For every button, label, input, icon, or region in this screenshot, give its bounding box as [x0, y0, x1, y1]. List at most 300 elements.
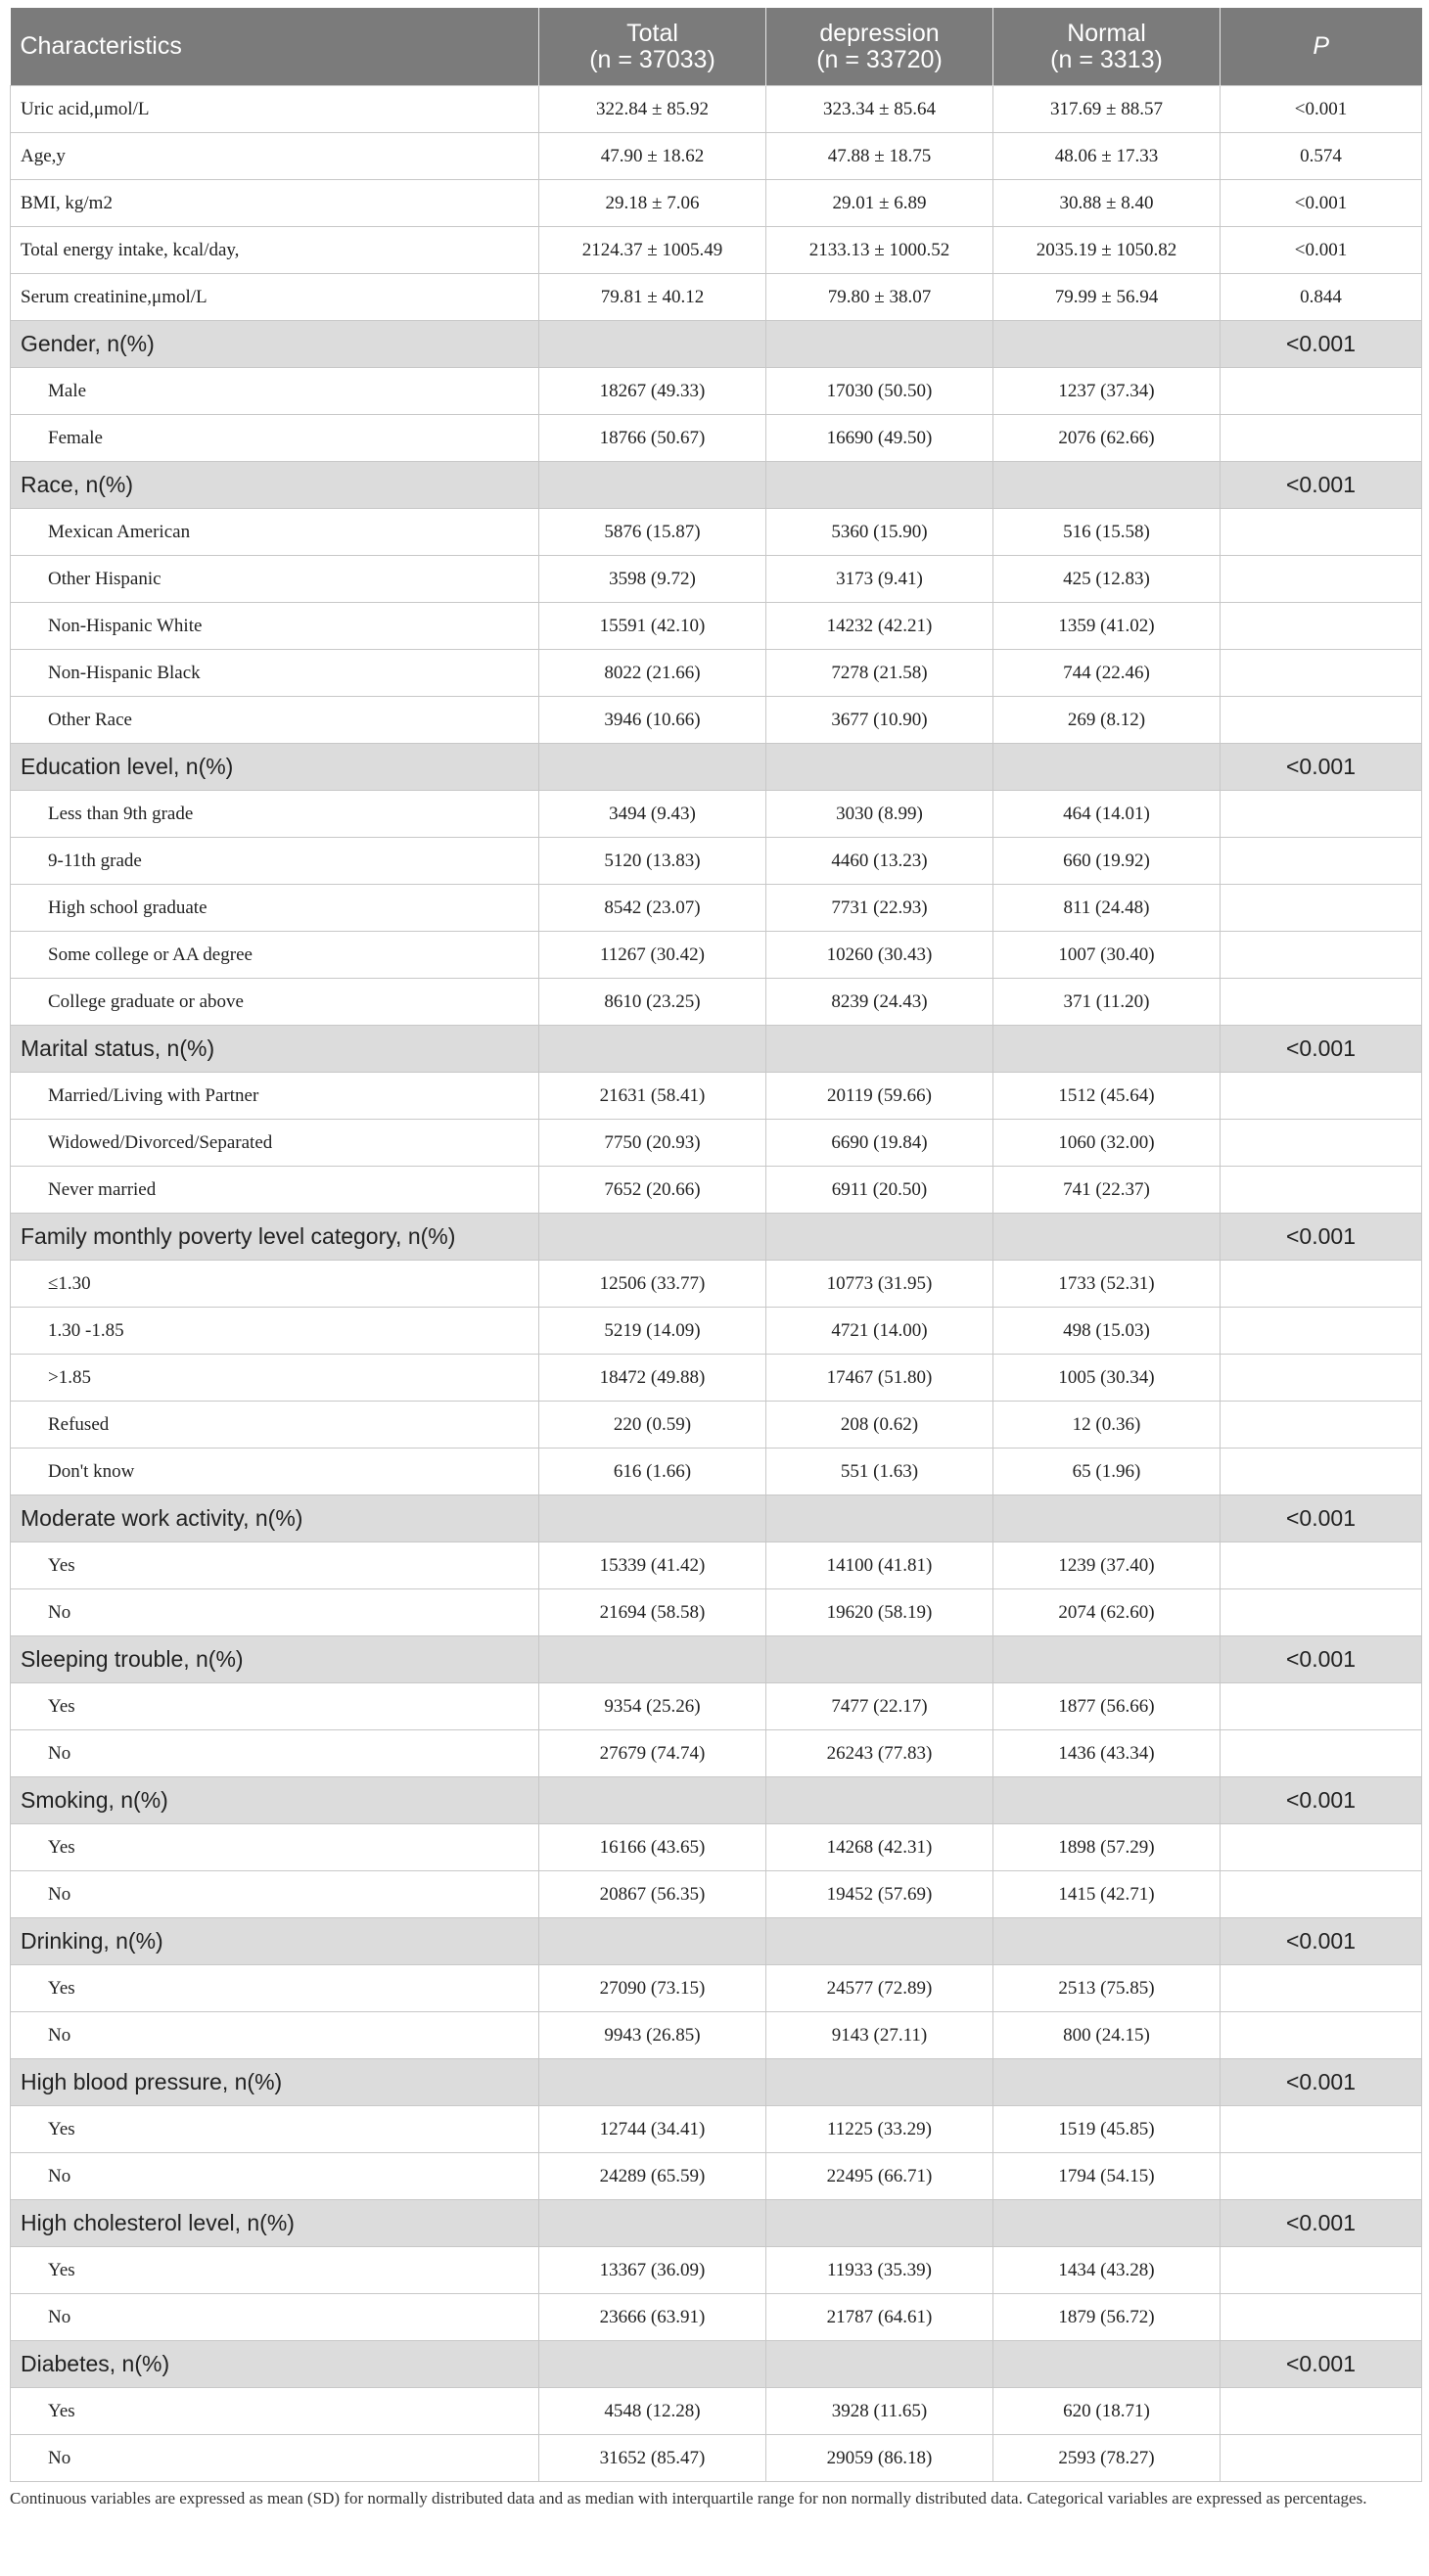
normal-cell: 1359 (41.02) [993, 603, 1221, 650]
normal-cell: 2513 (75.85) [993, 1965, 1221, 2012]
normal-cell: 1794 (54.15) [993, 2153, 1221, 2200]
p-value-cell [1221, 1167, 1422, 1214]
depression-cell: 47.88 ± 18.75 [766, 133, 993, 180]
depression-cell: 5360 (15.90) [766, 509, 993, 556]
total-cell: 616 (1.66) [539, 1449, 766, 1495]
depression-cell: 14268 (42.31) [766, 1824, 993, 1871]
total-cell: 8542 (23.07) [539, 885, 766, 932]
table-row [11, 1073, 1422, 1120]
section-header-row [11, 2341, 1422, 2388]
table-row [11, 1261, 1422, 1308]
depression-cell: 7278 (21.58) [766, 650, 993, 697]
normal-cell [993, 1636, 1221, 1683]
header-depression-label: depression [819, 19, 940, 47]
total-cell [539, 1777, 766, 1824]
normal-cell: 516 (15.58) [993, 509, 1221, 556]
table-row [11, 227, 1422, 274]
depression-cell: 3677 (10.90) [766, 697, 993, 744]
total-cell: 2124.37 ± 1005.49 [539, 227, 766, 274]
table-row [11, 979, 1422, 1026]
depression-cell: 10260 (30.43) [766, 932, 993, 979]
normal-cell: 1007 (30.40) [993, 932, 1221, 979]
characteristic-cell: Female [11, 415, 539, 462]
normal-cell: 2035.19 ± 1050.82 [993, 227, 1221, 274]
characteristic-cell: BMI, kg/m2 [11, 180, 539, 227]
total-cell: 21631 (58.41) [539, 1073, 766, 1120]
total-cell: 9354 (25.26) [539, 1683, 766, 1730]
depression-cell: 6911 (20.50) [766, 1167, 993, 1214]
characteristic-cell: Married/Living with Partner [11, 1073, 539, 1120]
depression-cell: 16690 (49.50) [766, 415, 993, 462]
characteristic-cell: 1.30 -1.85 [11, 1308, 539, 1355]
table-row [11, 603, 1422, 650]
table-row [11, 1167, 1422, 1214]
normal-cell: 1877 (56.66) [993, 1683, 1221, 1730]
table-row [11, 2153, 1422, 2200]
normal-cell [993, 2059, 1221, 2106]
depression-cell: 19620 (58.19) [766, 1589, 993, 1636]
total-cell [539, 744, 766, 791]
p-value-cell: <0.001 [1221, 1026, 1422, 1073]
p-value-cell: 0.574 [1221, 133, 1422, 180]
p-value-cell [1221, 2247, 1422, 2294]
p-value-cell [1221, 2388, 1422, 2435]
depression-cell [766, 1636, 993, 1683]
p-value-cell [1221, 1402, 1422, 1449]
normal-cell: 48.06 ± 17.33 [993, 133, 1221, 180]
normal-cell: 30.88 ± 8.40 [993, 180, 1221, 227]
total-cell [539, 321, 766, 368]
normal-cell: 1879 (56.72) [993, 2294, 1221, 2341]
characteristic-cell: College graduate or above [11, 979, 539, 1026]
p-value-cell [1221, 791, 1422, 838]
normal-cell [993, 1214, 1221, 1261]
table-row [11, 791, 1422, 838]
p-value-cell: <0.001 [1221, 86, 1422, 133]
depression-cell: 7477 (22.17) [766, 1683, 993, 1730]
total-cell: 12506 (33.77) [539, 1261, 766, 1308]
characteristic-cell: Never married [11, 1167, 539, 1214]
normal-cell: 464 (14.01) [993, 791, 1221, 838]
table-row [11, 1730, 1422, 1777]
p-value-cell [1221, 697, 1422, 744]
normal-cell: 317.69 ± 88.57 [993, 86, 1221, 133]
depression-cell [766, 1495, 993, 1542]
characteristic-cell: Moderate work activity, n(%) [11, 1495, 539, 1542]
characteristic-cell: Education level, n(%) [11, 744, 539, 791]
depression-cell: 22495 (66.71) [766, 2153, 993, 2200]
normal-cell [993, 2200, 1221, 2247]
normal-cell: 811 (24.48) [993, 885, 1221, 932]
depression-cell [766, 1026, 993, 1073]
characteristic-cell: Yes [11, 1824, 539, 1871]
characteristic-cell: High school graduate [11, 885, 539, 932]
table-container [10, 8, 1421, 2509]
p-value-cell: <0.001 [1221, 2341, 1422, 2388]
characteristic-cell: No [11, 2294, 539, 2341]
section-header-row [11, 2200, 1422, 2247]
p-value-cell [1221, 368, 1422, 415]
depression-cell: 21787 (64.61) [766, 2294, 993, 2341]
p-value-cell [1221, 1730, 1422, 1777]
normal-cell [993, 1777, 1221, 1824]
characteristic-cell: Yes [11, 2247, 539, 2294]
depression-cell [766, 2341, 993, 2388]
p-value-cell [1221, 2294, 1422, 2341]
p-value-cell: <0.001 [1221, 321, 1422, 368]
header-normal [993, 8, 1221, 86]
total-cell: 21694 (58.58) [539, 1589, 766, 1636]
p-value-cell [1221, 2106, 1422, 2153]
table-row [11, 1965, 1422, 2012]
total-cell: 12744 (34.41) [539, 2106, 766, 2153]
table-row [11, 1308, 1422, 1355]
section-header-row [11, 1636, 1422, 1683]
total-cell: 15591 (42.10) [539, 603, 766, 650]
normal-cell: 741 (22.37) [993, 1167, 1221, 1214]
characteristic-cell: Yes [11, 1965, 539, 2012]
p-value-cell [1221, 1824, 1422, 1871]
total-cell [539, 2200, 766, 2247]
characteristic-cell: Other Hispanic [11, 556, 539, 603]
characteristic-cell: No [11, 2012, 539, 2059]
depression-cell: 11933 (35.39) [766, 2247, 993, 2294]
normal-cell: 1239 (37.40) [993, 1542, 1221, 1589]
characteristic-cell: Family monthly poverty level category, n(%) [11, 1214, 539, 1261]
total-cell: 7750 (20.93) [539, 1120, 766, 1167]
depression-cell [766, 1918, 993, 1965]
total-cell: 5120 (13.83) [539, 838, 766, 885]
normal-cell: 1898 (57.29) [993, 1824, 1221, 1871]
p-value-cell: <0.001 [1221, 744, 1422, 791]
p-value-cell [1221, 932, 1422, 979]
p-value-cell [1221, 1073, 1422, 1120]
total-cell: 8610 (23.25) [539, 979, 766, 1026]
p-value-cell [1221, 415, 1422, 462]
characteristic-cell: No [11, 1730, 539, 1777]
characteristic-cell: ≤1.30 [11, 1261, 539, 1308]
header-total-label: Total [626, 19, 678, 47]
depression-cell: 208 (0.62) [766, 1402, 993, 1449]
p-value-cell [1221, 1261, 1422, 1308]
depression-cell: 14232 (42.21) [766, 603, 993, 650]
characteristic-cell: Less than 9th grade [11, 791, 539, 838]
characteristic-cell: Yes [11, 2106, 539, 2153]
p-value-cell [1221, 1308, 1422, 1355]
table-row [11, 1402, 1422, 1449]
depression-cell: 7731 (22.93) [766, 885, 993, 932]
p-value-cell: <0.001 [1221, 180, 1422, 227]
header-total [539, 8, 766, 86]
header-normal-n: (n = 3313) [1050, 45, 1163, 73]
characteristic-cell: Age,y [11, 133, 539, 180]
characteristic-cell: >1.85 [11, 1355, 539, 1402]
normal-cell: 425 (12.83) [993, 556, 1221, 603]
characteristic-cell: High blood pressure, n(%) [11, 2059, 539, 2106]
p-value-cell [1221, 885, 1422, 932]
depression-cell [766, 744, 993, 791]
depression-cell: 551 (1.63) [766, 1449, 993, 1495]
characteristic-cell: Drinking, n(%) [11, 1918, 539, 1965]
p-value-cell: <0.001 [1221, 2200, 1422, 2247]
p-value-cell [1221, 1542, 1422, 1589]
table-row [11, 556, 1422, 603]
characteristic-cell: 9-11th grade [11, 838, 539, 885]
characteristic-cell: Male [11, 368, 539, 415]
normal-cell: 79.99 ± 56.94 [993, 274, 1221, 321]
p-value-cell [1221, 603, 1422, 650]
header-total-n: (n = 37033) [589, 45, 715, 73]
normal-cell: 660 (19.92) [993, 838, 1221, 885]
total-cell: 29.18 ± 7.06 [539, 180, 766, 227]
table-row [11, 838, 1422, 885]
total-cell [539, 1636, 766, 1683]
table-row [11, 697, 1422, 744]
characteristic-cell: Yes [11, 1542, 539, 1589]
total-cell: 20867 (56.35) [539, 1871, 766, 1918]
header-normal-label: Normal [1067, 19, 1146, 47]
total-cell [539, 2059, 766, 2106]
p-value-cell [1221, 556, 1422, 603]
table-row [11, 86, 1422, 133]
normal-cell: 1519 (45.85) [993, 2106, 1221, 2153]
characteristic-cell: Mexican American [11, 509, 539, 556]
total-cell [539, 2341, 766, 2388]
total-cell: 24289 (65.59) [539, 2153, 766, 2200]
normal-cell [993, 1495, 1221, 1542]
normal-cell: 800 (24.15) [993, 2012, 1221, 2059]
characteristic-cell: Smoking, n(%) [11, 1777, 539, 1824]
table-row [11, 1542, 1422, 1589]
characteristic-cell: Yes [11, 2388, 539, 2435]
characteristic-cell: No [11, 2153, 539, 2200]
p-value-cell: <0.001 [1221, 1214, 1422, 1261]
p-value-cell [1221, 1871, 1422, 1918]
section-header-row [11, 462, 1422, 509]
total-cell [539, 1214, 766, 1261]
total-cell: 27679 (74.74) [539, 1730, 766, 1777]
depression-cell: 10773 (31.95) [766, 1261, 993, 1308]
section-header-row [11, 321, 1422, 368]
table-row [11, 885, 1422, 932]
depression-cell: 26243 (77.83) [766, 1730, 993, 1777]
table-row [11, 509, 1422, 556]
table-header [11, 8, 1422, 86]
total-cell: 18267 (49.33) [539, 368, 766, 415]
total-cell: 8022 (21.66) [539, 650, 766, 697]
normal-cell: 371 (11.20) [993, 979, 1221, 1026]
characteristic-cell: Yes [11, 1683, 539, 1730]
normal-cell: 1005 (30.34) [993, 1355, 1221, 1402]
depression-cell: 11225 (33.29) [766, 2106, 993, 2153]
table-row [11, 274, 1422, 321]
total-cell: 3946 (10.66) [539, 697, 766, 744]
table-row [11, 2012, 1422, 2059]
total-cell: 3494 (9.43) [539, 791, 766, 838]
characteristic-cell: Widowed/Divorced/Separated [11, 1120, 539, 1167]
table-row [11, 1683, 1422, 1730]
normal-cell: 2076 (62.66) [993, 415, 1221, 462]
depression-cell: 14100 (41.81) [766, 1542, 993, 1589]
p-value-cell [1221, 1589, 1422, 1636]
characteristic-cell: Some college or AA degree [11, 932, 539, 979]
depression-cell: 19452 (57.69) [766, 1871, 993, 1918]
depression-cell: 2133.13 ± 1000.52 [766, 227, 993, 274]
depression-cell: 3173 (9.41) [766, 556, 993, 603]
total-cell: 16166 (43.65) [539, 1824, 766, 1871]
p-value-cell: <0.001 [1221, 1636, 1422, 1683]
characteristic-cell: Other Race [11, 697, 539, 744]
depression-cell: 79.80 ± 38.07 [766, 274, 993, 321]
total-cell: 3598 (9.72) [539, 556, 766, 603]
total-cell [539, 1495, 766, 1542]
depression-cell: 323.34 ± 85.64 [766, 86, 993, 133]
p-value-cell [1221, 2012, 1422, 2059]
characteristic-cell: Uric acid,μmol/L [11, 86, 539, 133]
normal-cell [993, 321, 1221, 368]
p-value-cell: <0.001 [1221, 462, 1422, 509]
total-cell [539, 1918, 766, 1965]
characteristic-cell: Diabetes, n(%) [11, 2341, 539, 2388]
depression-cell: 4721 (14.00) [766, 1308, 993, 1355]
table-row [11, 1871, 1422, 1918]
normal-cell [993, 1026, 1221, 1073]
normal-cell [993, 2341, 1221, 2388]
normal-cell: 1060 (32.00) [993, 1120, 1221, 1167]
total-cell: 322.84 ± 85.92 [539, 86, 766, 133]
normal-cell: 2593 (78.27) [993, 2435, 1221, 2482]
total-cell: 23666 (63.91) [539, 2294, 766, 2341]
section-header-row [11, 1026, 1422, 1073]
depression-cell: 29059 (86.18) [766, 2435, 993, 2482]
p-value-cell: <0.001 [1221, 1495, 1422, 1542]
total-cell [539, 1026, 766, 1073]
section-header-row [11, 1777, 1422, 1824]
depression-cell [766, 2059, 993, 2106]
section-header-row [11, 2059, 1422, 2106]
table-body [11, 86, 1422, 2482]
table-row [11, 2388, 1422, 2435]
table-row [11, 1589, 1422, 1636]
characteristic-cell: High cholesterol level, n(%) [11, 2200, 539, 2247]
characteristic-cell: No [11, 1589, 539, 1636]
depression-cell [766, 1777, 993, 1824]
depression-cell [766, 2200, 993, 2247]
depression-cell: 6690 (19.84) [766, 1120, 993, 1167]
p-value-cell [1221, 1449, 1422, 1495]
p-value-cell [1221, 1355, 1422, 1402]
normal-cell [993, 1918, 1221, 1965]
depression-cell: 29.01 ± 6.89 [766, 180, 993, 227]
p-value-cell: <0.001 [1221, 1777, 1422, 1824]
normal-cell [993, 462, 1221, 509]
characteristics-table [10, 8, 1422, 2482]
characteristic-cell: No [11, 2435, 539, 2482]
depression-cell: 20119 (59.66) [766, 1073, 993, 1120]
depression-cell [766, 321, 993, 368]
total-cell: 18472 (49.88) [539, 1355, 766, 1402]
characteristic-cell: Don't know [11, 1449, 539, 1495]
p-value-cell [1221, 2435, 1422, 2482]
total-cell: 9943 (26.85) [539, 2012, 766, 2059]
characteristic-cell: No [11, 1871, 539, 1918]
section-header-row [11, 1495, 1422, 1542]
normal-cell: 1436 (43.34) [993, 1730, 1221, 1777]
normal-cell: 1733 (52.31) [993, 1261, 1221, 1308]
normal-cell: 498 (15.03) [993, 1308, 1221, 1355]
header-row [11, 8, 1422, 86]
p-value-cell [1221, 838, 1422, 885]
depression-cell: 17030 (50.50) [766, 368, 993, 415]
normal-cell: 620 (18.71) [993, 2388, 1221, 2435]
characteristic-cell: Non-Hispanic White [11, 603, 539, 650]
normal-cell [993, 744, 1221, 791]
table-row [11, 180, 1422, 227]
characteristic-cell: Non-Hispanic Black [11, 650, 539, 697]
total-cell: 18766 (50.67) [539, 415, 766, 462]
characteristic-cell: Total energy intake, kcal/day, [11, 227, 539, 274]
depression-cell: 8239 (24.43) [766, 979, 993, 1026]
total-cell: 4548 (12.28) [539, 2388, 766, 2435]
depression-cell: 17467 (51.80) [766, 1355, 993, 1402]
total-cell: 5219 (14.09) [539, 1308, 766, 1355]
depression-cell: 24577 (72.89) [766, 1965, 993, 2012]
total-cell: 15339 (41.42) [539, 1542, 766, 1589]
table-row [11, 1355, 1422, 1402]
total-cell: 220 (0.59) [539, 1402, 766, 1449]
total-cell [539, 462, 766, 509]
footnote: Continuous variables are expressed as mean (SD) for normally distributed data and as median with interquartile range for non normally distributed data. Categorical variables are expressed as percentages. [10, 2489, 1367, 2507]
p-value-cell [1221, 979, 1422, 1026]
p-value-cell [1221, 2153, 1422, 2200]
table-row [11, 2435, 1422, 2482]
characteristic-cell: Sleeping trouble, n(%) [11, 1636, 539, 1683]
section-header-row [11, 1918, 1422, 1965]
section-header-row [11, 744, 1422, 791]
depression-cell: 4460 (13.23) [766, 838, 993, 885]
total-cell: 31652 (85.47) [539, 2435, 766, 2482]
p-value-cell [1221, 1965, 1422, 2012]
characteristic-cell: Race, n(%) [11, 462, 539, 509]
depression-cell: 9143 (27.11) [766, 2012, 993, 2059]
p-value-cell [1221, 1683, 1422, 1730]
normal-cell: 1237 (37.34) [993, 368, 1221, 415]
normal-cell: 1512 (45.64) [993, 1073, 1221, 1120]
table-row [11, 2294, 1422, 2341]
table-row [11, 932, 1422, 979]
depression-cell: 3030 (8.99) [766, 791, 993, 838]
total-cell: 27090 (73.15) [539, 1965, 766, 2012]
section-header-row [11, 1214, 1422, 1261]
depression-cell: 3928 (11.65) [766, 2388, 993, 2435]
total-cell: 5876 (15.87) [539, 509, 766, 556]
total-cell: 7652 (20.66) [539, 1167, 766, 1214]
total-cell: 47.90 ± 18.62 [539, 133, 766, 180]
characteristic-cell: Refused [11, 1402, 539, 1449]
normal-cell: 269 (8.12) [993, 697, 1221, 744]
p-value-cell: 0.844 [1221, 274, 1422, 321]
normal-cell: 744 (22.46) [993, 650, 1221, 697]
depression-cell [766, 1214, 993, 1261]
header-depression [766, 8, 993, 86]
total-cell: 11267 (30.42) [539, 932, 766, 979]
characteristic-cell: Serum creatinine,μmol/L [11, 274, 539, 321]
normal-cell: 12 (0.36) [993, 1402, 1221, 1449]
table-row [11, 368, 1422, 415]
header-characteristics: Characteristics [11, 8, 539, 86]
p-value-cell: <0.001 [1221, 1918, 1422, 1965]
normal-cell: 65 (1.96) [993, 1449, 1221, 1495]
